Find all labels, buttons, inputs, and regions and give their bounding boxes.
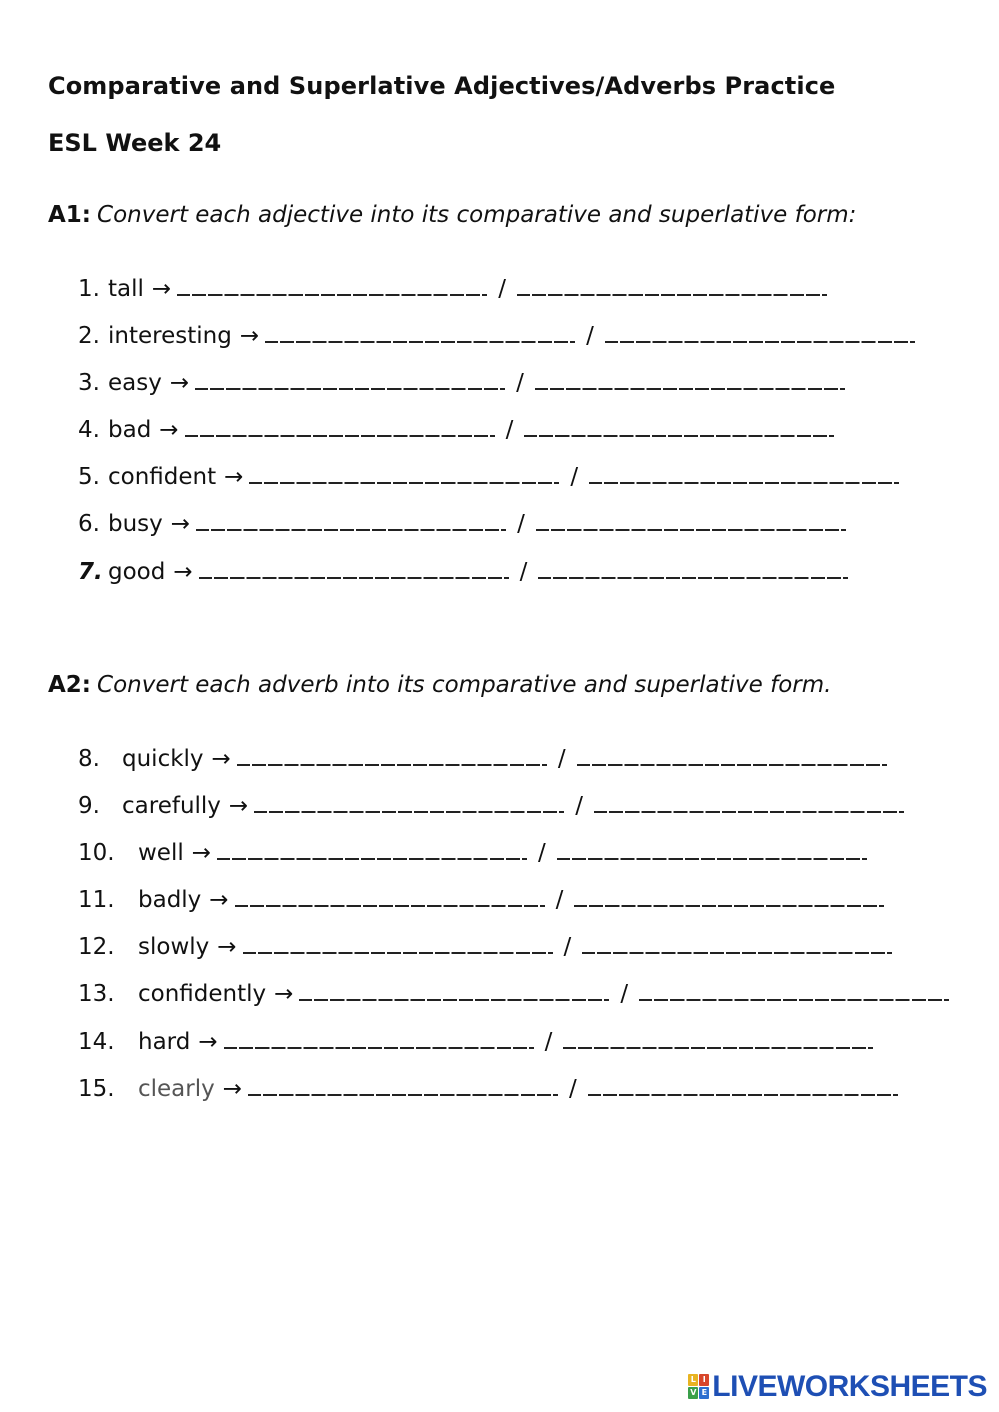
exercise-item — [78, 319, 915, 366]
superlative-answer-blank[interactable] — [639, 977, 949, 1001]
item-number: 7. — [78, 558, 103, 585]
arrow-icon: → — [222, 1075, 243, 1102]
exercise-item — [78, 789, 949, 836]
logo-text: LIVEWORKSHEETS — [712, 1370, 987, 1403]
superlative-answer-blank[interactable] — [557, 836, 867, 860]
exercise-item — [78, 977, 949, 1024]
separator-slash: / — [586, 323, 594, 350]
adverb-exercise-list — [78, 742, 949, 1119]
arrow-icon: → — [173, 558, 193, 585]
arrow-icon: → — [228, 793, 249, 820]
separator-slash: / — [557, 746, 566, 772]
superlative-answer-blank[interactable] — [574, 883, 884, 907]
comparative-answer-blank[interactable] — [248, 1072, 558, 1096]
item-number: 3. — [78, 370, 100, 397]
item-word: hard — [138, 1028, 191, 1055]
comparative-answer-blank[interactable] — [217, 836, 527, 860]
section-a1-label: A1: — [48, 202, 92, 228]
arrow-icon: → — [224, 464, 244, 491]
superlative-answer-blank[interactable] — [563, 1025, 873, 1049]
exercise-item — [78, 555, 915, 602]
item-number: 15. — [78, 1075, 115, 1102]
separator-slash: / — [620, 981, 629, 1008]
comparative-answer-blank[interactable] — [185, 413, 495, 437]
exercise-item — [78, 507, 915, 554]
superlative-answer-blank[interactable] — [517, 272, 827, 296]
arrow-icon: → — [274, 981, 294, 1008]
comparative-answer-blank[interactable] — [254, 789, 564, 813]
comparative-answer-blank[interactable] — [249, 460, 559, 484]
item-number: 8. — [78, 746, 100, 772]
item-word: carefully — [122, 793, 221, 820]
comparative-answer-blank[interactable] — [199, 555, 509, 579]
item-word: clearly — [138, 1075, 215, 1102]
exercise-item — [78, 272, 915, 319]
item-number: 12. — [78, 934, 115, 961]
section-a1-instruction: Convert each adjective into its comparative and superlative form: — [97, 202, 857, 228]
exercise-item — [78, 460, 915, 507]
item-number: 4. — [78, 417, 100, 444]
arrow-icon: → — [151, 276, 172, 302]
separator-slash: / — [575, 793, 583, 820]
superlative-answer-blank[interactable] — [605, 319, 915, 343]
comparative-answer-blank[interactable] — [224, 1025, 534, 1049]
item-number: 14. — [78, 1028, 115, 1055]
arrow-icon: → — [217, 934, 237, 961]
item-number: 13. — [78, 981, 115, 1008]
item-word: busy — [108, 511, 163, 538]
superlative-answer-blank[interactable] — [589, 460, 899, 484]
section-a1-heading — [48, 202, 856, 228]
page-subtitle: ESL Week 24 — [48, 129, 222, 157]
superlative-answer-blank[interactable] — [538, 555, 848, 579]
item-number: 11. — [78, 887, 115, 914]
exercise-item — [78, 1025, 949, 1072]
comparative-answer-blank[interactable] — [243, 930, 553, 954]
arrow-icon: → — [211, 746, 231, 772]
arrow-icon: → — [191, 840, 212, 867]
liveworksheets-logo[interactable] — [688, 1370, 987, 1404]
item-word: bad — [108, 417, 152, 444]
comparative-answer-blank[interactable] — [237, 742, 547, 766]
adjective-exercise-list — [78, 272, 915, 602]
arrow-icon: → — [239, 323, 260, 350]
item-word: well — [138, 840, 184, 867]
comparative-answer-blank[interactable] — [265, 319, 575, 343]
exercise-item — [78, 413, 915, 460]
page-title: Comparative and Superlative Adjectives/Adverbs Practice — [48, 72, 836, 100]
separator-slash: / — [516, 370, 524, 397]
exercise-item — [78, 836, 949, 883]
exercise-item — [78, 366, 915, 413]
arrow-icon: → — [159, 417, 179, 444]
arrow-icon: → — [170, 511, 191, 538]
item-word: badly — [138, 887, 202, 914]
exercise-item — [78, 742, 949, 789]
superlative-answer-blank[interactable] — [536, 507, 846, 531]
item-number: 6. — [78, 511, 100, 538]
superlative-answer-blank[interactable] — [524, 413, 834, 437]
section-a2-label: A2: — [48, 672, 92, 698]
superlative-answer-blank[interactable] — [588, 1072, 898, 1096]
comparative-answer-blank[interactable] — [235, 883, 545, 907]
separator-slash: / — [538, 840, 546, 867]
separator-slash: / — [563, 934, 572, 961]
section-a2-heading — [48, 672, 831, 698]
item-number: 2. — [78, 323, 100, 350]
separator-slash: / — [517, 511, 525, 538]
item-word: good — [108, 558, 166, 585]
item-number: 10. — [78, 840, 115, 867]
exercise-item — [78, 1072, 949, 1119]
item-number: 1. — [78, 276, 100, 302]
superlative-answer-blank[interactable] — [594, 789, 904, 813]
superlative-answer-blank[interactable] — [582, 930, 892, 954]
item-number: 5. — [78, 464, 100, 491]
item-word: interesting — [108, 323, 232, 350]
separator-slash: / — [519, 558, 528, 585]
section-a2-instruction: Convert each adverb into its comparative and superlative form. — [97, 672, 832, 698]
separator-slash: / — [570, 464, 579, 491]
separator-slash: / — [555, 887, 564, 914]
comparative-answer-blank[interactable] — [196, 507, 506, 531]
arrow-icon: → — [198, 1028, 218, 1055]
comparative-answer-blank[interactable] — [195, 366, 505, 390]
item-number: 9. — [78, 793, 100, 820]
arrow-icon: → — [209, 887, 229, 914]
item-word: easy — [108, 370, 162, 397]
item-word: slowly — [138, 934, 210, 961]
item-word: quickly — [122, 746, 204, 772]
separator-slash: / — [569, 1075, 577, 1102]
item-word: tall — [108, 276, 144, 302]
comparative-answer-blank[interactable] — [299, 977, 609, 1001]
separator-slash: / — [498, 276, 506, 302]
exercise-item — [78, 930, 949, 977]
superlative-answer-blank[interactable] — [535, 366, 845, 390]
comparative-answer-blank[interactable] — [177, 272, 487, 296]
separator-slash: / — [505, 417, 514, 444]
item-word: confidently — [138, 981, 267, 1008]
liveworksheets-logo-icon: L I V E — [688, 1374, 710, 1400]
arrow-icon: → — [169, 370, 190, 397]
exercise-item — [78, 883, 949, 930]
superlative-answer-blank[interactable] — [577, 742, 887, 766]
separator-slash: / — [544, 1028, 553, 1055]
item-word: confident — [108, 464, 217, 491]
